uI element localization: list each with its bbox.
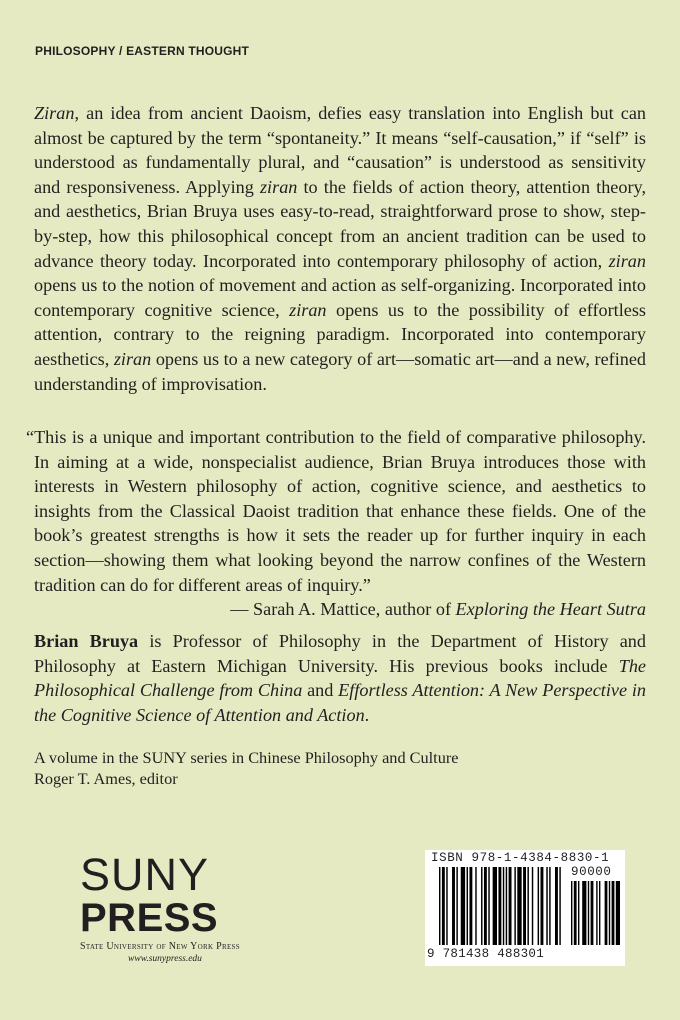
barcode-digits: 9 781438 488301 [427,947,545,961]
publisher-logo [80,849,250,965]
previous-book-title: Effortless Attention: A New Perspective in the Cognitive Science of Attention and Action [34,680,646,725]
isbn-barcode [425,850,625,966]
series-info [34,747,646,789]
description-text: opens us to the notion of movement and action as self-organizing. Incorporated into contemporary cognitive science, [34,275,646,320]
endorsement-quote [26,425,646,622]
series-line: A volume in the SUNY series in Chinese Philosophy and Culture [34,748,459,767]
author-name: Brian Bruya [34,631,139,651]
quote-text: “This is a unique and important contribution to the field of comparative philosophy. In aiming at a wide, nonspecialist audience, Brian Bruya introduces those with interests in Western philosophy of action, cognitive science, and aesthetics to insights from the Classical Daoist tradition that enhance these fields. One of the book’s greatest strengths is how it sets the reader up for further inquiry in each section—showing them what looking beyond the narrow confines of the Western tradition can do for different areas of inquiry.” [26,427,646,595]
publisher-url: www.sunypress.edu [128,954,202,964]
term-ziran: Ziran [34,103,75,123]
description-text: , an idea from ancient Daoism, defies easy translation into English but can almost be captured by the term “spontaneity.” It means “self-causation,” if “self” is understood as fundamentally plural, and “causation” is understood as sensitivity and responsiveness. Applying [34,103,646,197]
logo-suny: SUNY [80,849,210,900]
quote-attribution [34,597,646,622]
attribution-author: — Sarah A. Mattice, author of [230,599,456,620]
book-description [34,101,646,396]
term-ziran: ziran [259,176,298,197]
description-text: to the fields of action theory, attention theory, and aesthetics, Brian Bruya uses easy-to-read, straightforward prose to show, step-by-step, how this philosophical concept from an ancient tradition can be used to advance theory today. Incorporated into contemporary philosophy of action, [34,176,646,271]
term-ziran: ziran [113,348,152,369]
bio-text: . [364,704,370,725]
bio-text: is Professor of Philosophy in the Department of History and Philosophy at Eastern Michigan University. His previous books include [34,631,646,676]
description-text: opens us to the possibility of effortless attention, contrary to the reigning paradigm. Incorporated into contemporary aesthetics, [34,299,646,369]
term-ziran: ziran [608,250,646,271]
price-addon-number: 90000 [571,865,612,879]
author-bio [34,629,646,727]
attribution-book-title: Exploring the Heart Sutra [455,599,646,620]
series-editor: Roger T. Ames, editor [34,769,178,788]
previous-book-title: The Philosophical Challenge from China [34,655,646,701]
description-text: opens us to a new category of art—somatic art—and a new, refined understanding of improvisation. [34,348,647,394]
bio-text: and [302,680,339,701]
isbn-label: ISBN 978-1-4384-8830-1 [431,851,610,865]
term-ziran: ziran [289,299,327,320]
category-label: PHILOSOPHY / EASTERN THOUGHT [35,44,250,58]
logo-press: PRESS [80,896,219,940]
publisher-name: State University of New York Press [80,941,240,952]
